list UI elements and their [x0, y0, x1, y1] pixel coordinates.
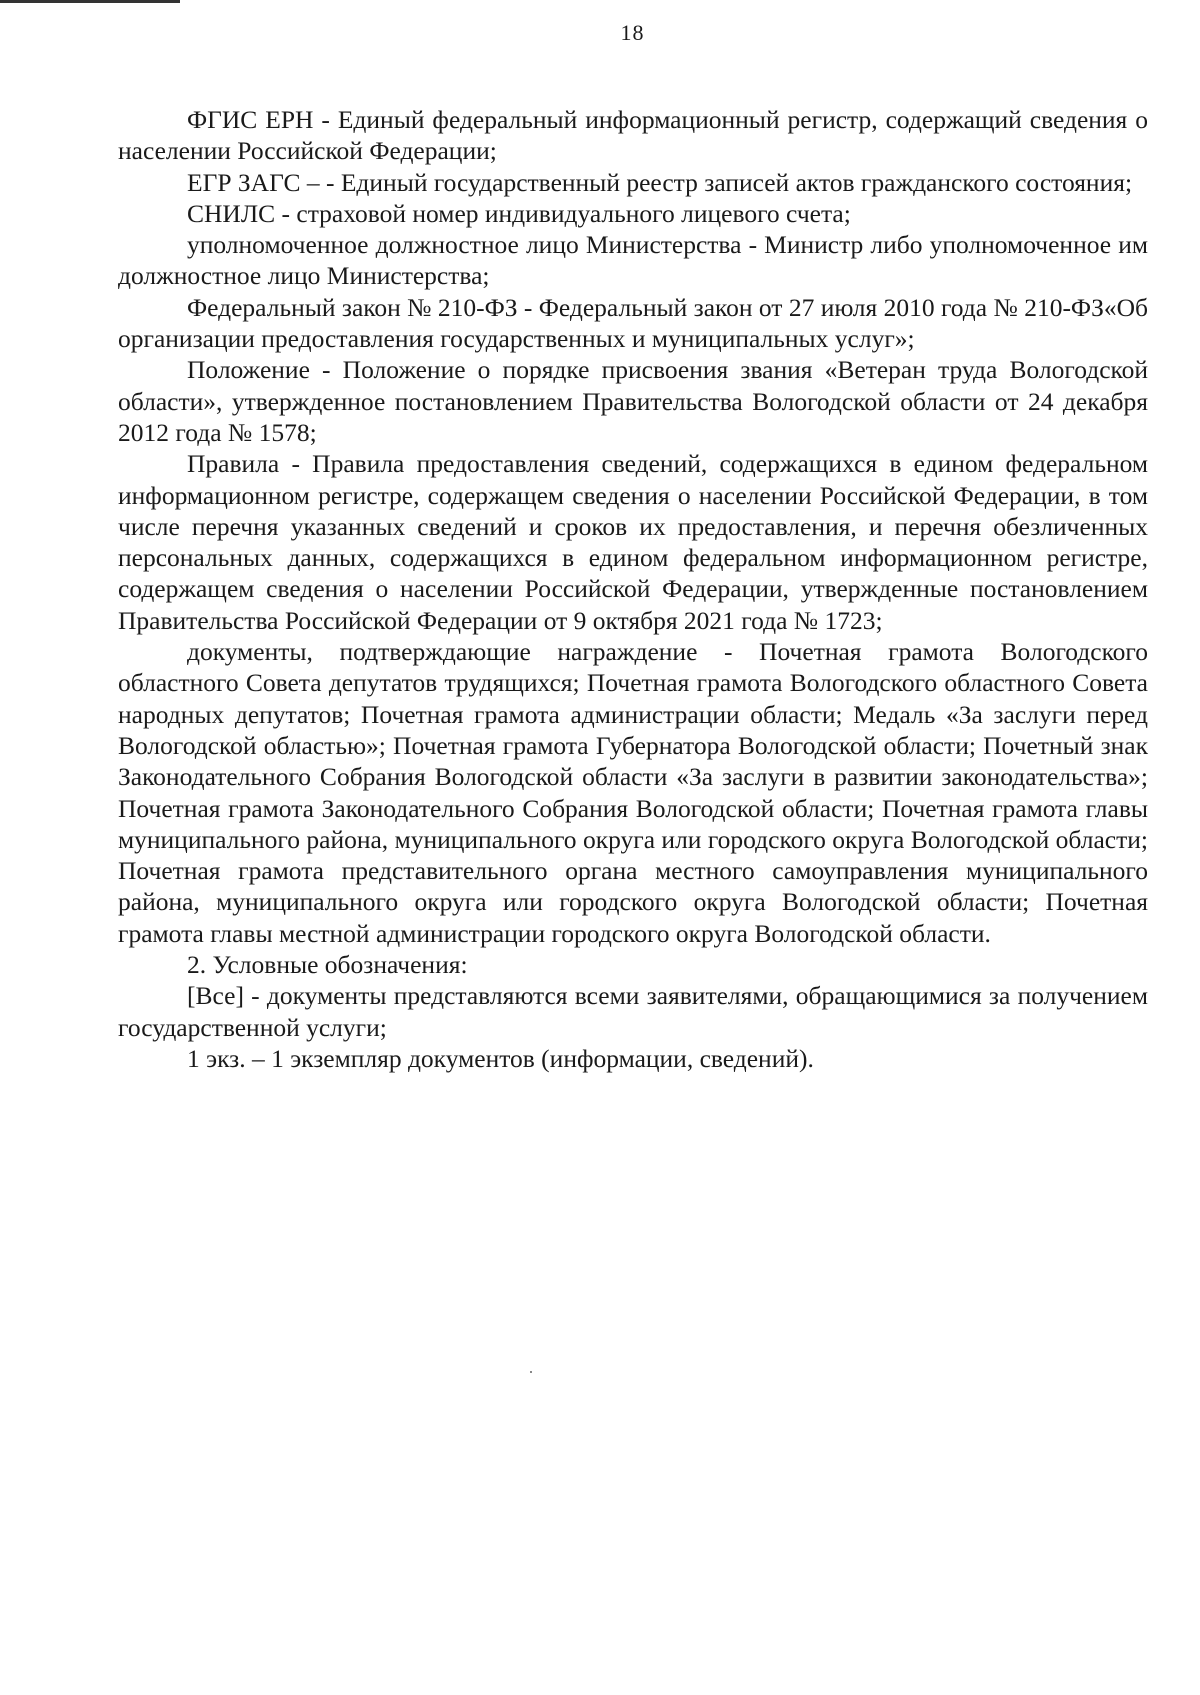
- page-number: 18: [620, 20, 645, 45]
- definition-authorized-official: уполномоченное должностное лицо Министерства - Министр либо уполномоченное им должностное лицо Министерства;: [118, 230, 1148, 291]
- definition-fgis-ern: ФГИС ЕРН - Единый федеральный информационный регистр, содержащий сведения о населении Российской Федерации;: [118, 105, 1148, 166]
- document-body: [118, 104, 1148, 1074]
- scan-artifact-mark: [0, 0, 180, 3]
- symbol-copy: 1 экз. – 1 экземпляр документов (информации, сведений).: [187, 1043, 814, 1073]
- definition-federal-law-210: Федеральный закон № 210-ФЗ - Федеральный закон от 27 июля 2010 года № 210-ФЗ«Об организации предоставления государственных и муниципальных услуг»;: [118, 292, 1148, 354]
- symbol-all: [Все] - документы представляются всеми заявителями, обращающимися за получением государственной услуги;: [118, 981, 1148, 1042]
- section-heading-symbols: 2. Условные обозначения:: [187, 950, 468, 980]
- definition-award-documents: документы, подтверждающие награждение - Почетная грамота Вологодского областного Совета депутатов трудящихся; Почетная грамота Вологодского областного Совета народных депутатов; Почетная грамота администрации области; Медаль «За заслуги перед Вологодской областью»; Почетная грамота Губернатора Вологодской области; Почетный знак Законодательного Собрания Вологодской области «За заслуги в развитии законодательства»; Почетная грамота Законодательного Собрания Вологодской области; Почетная грамота главы муниципального района, муниципального округа или городского округа Вологодской области; Почетная грамота представительного органа местного самоуправления муниципального района, муниципального округа или городского округа Вологодской области; Почетная грамота главы местной администрации городского округа Вологодской области.: [118, 637, 1148, 948]
- definition-regulation: Положение - Положение о порядке присвоения звания «Ветеран труда Вологодской области», утвержденное постановлением Правительства Вологодской области от 24 декабря 2012 года № 1578;: [118, 355, 1148, 447]
- scan-speck: [530, 1371, 532, 1373]
- definition-snils: СНИЛС - страховой номер индивидуального лицевого счета;: [187, 198, 851, 228]
- definition-rules: Правила - Правила предоставления сведений, содержащихся в едином федеральном информационном регистре, содержащем сведения о населении Российской Федерации, в том числе перечня указанных сведений и сроков их предоставления, и перечня обезличенных персональных данных, содержащихся в едином федеральном информационном регистре, содержащем сведения о населении Российской Федерации, утвержденные постановлением Правительства Российской Федерации от 9 октября 2021 года № 1723;: [118, 449, 1148, 635]
- definition-egr-zags: ЕГР ЗАГС – - Единый государственный реестр записей актов гражданского состояния;: [187, 167, 1133, 197]
